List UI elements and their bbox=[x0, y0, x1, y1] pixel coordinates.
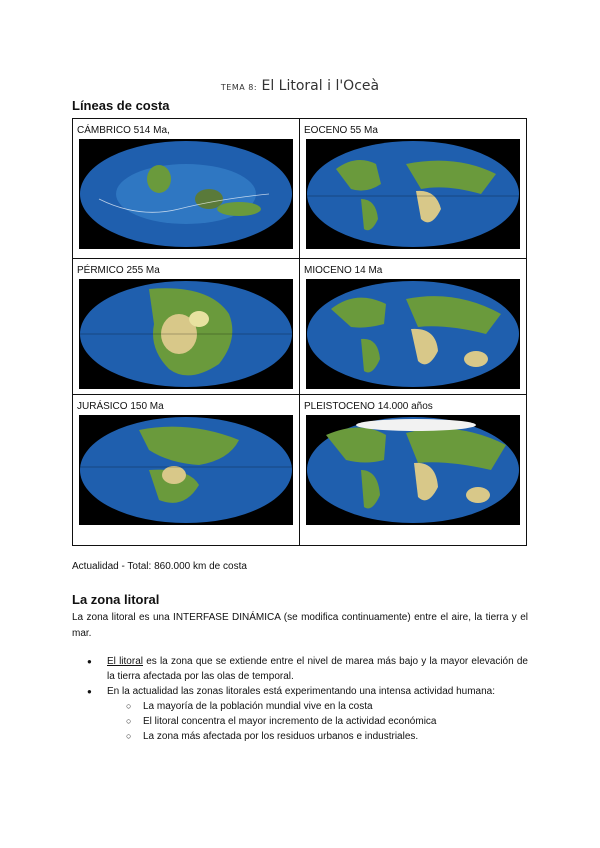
era-label: CÁMBRICO 514 Ma, bbox=[77, 125, 170, 136]
era-cell bbox=[300, 119, 527, 259]
era-label: MIOCENO 14 Ma bbox=[304, 265, 383, 276]
litoral-term: El litoral bbox=[107, 656, 143, 667]
era-cell bbox=[73, 395, 300, 546]
sub-item: ○ El litoral concentra el mayor incremento de la actividad económica bbox=[107, 714, 528, 729]
globe-map-image bbox=[79, 279, 293, 389]
coastline-table bbox=[72, 118, 527, 546]
era-cell bbox=[73, 259, 300, 395]
era-label: PLEISTOCENO 14.000 años bbox=[304, 401, 433, 412]
era-cell bbox=[300, 395, 527, 546]
bullet-text: En la actualidad las zonas litorales está experimentando una intensa actividad humana: bbox=[107, 686, 496, 697]
sub-item: ○ La mayoría de la población mundial vive en la costa bbox=[107, 699, 528, 714]
era-cell bbox=[300, 259, 527, 395]
globe-map-image bbox=[79, 415, 293, 525]
zona-bullet-list bbox=[72, 654, 528, 744]
era-label: EOCENO 55 Ma bbox=[304, 125, 378, 136]
globe-map-image bbox=[306, 415, 520, 525]
era-label: PÉRMICO 255 Ma bbox=[77, 265, 160, 276]
globe-map-image bbox=[79, 139, 293, 249]
era-cell bbox=[73, 119, 300, 259]
globe-map-image bbox=[306, 279, 520, 389]
header-title: El Litoral i l'Oceà bbox=[261, 78, 380, 94]
lineas-heading: Líneas de costa bbox=[72, 98, 170, 113]
header-prefix: TEMA 8: bbox=[220, 83, 258, 92]
bullet-item bbox=[72, 684, 528, 744]
zona-intro: La zona litoral es una INTERFASE DINÁMICA (se modifica continuamente) entre el aire, la tierra y el mar. bbox=[72, 612, 528, 639]
bullet-text: es la zona que se extiende entre el nivel de marea más bajo y la mayor elevación de la tierra afectada por las olas de temporal. bbox=[107, 656, 528, 682]
sub-item: ○ La zona más afectada por los residuos urbanos e industriales. bbox=[107, 729, 528, 744]
actualidad-text: Actualidad - Total: 860.000 km de costa bbox=[72, 561, 247, 572]
sub-list bbox=[107, 699, 528, 744]
zona-heading: La zona litoral bbox=[72, 592, 160, 607]
era-label: JURÁSICO 150 Ma bbox=[77, 401, 164, 412]
bullet-item bbox=[72, 654, 528, 684]
document-header bbox=[0, 77, 600, 95]
globe-map-image bbox=[306, 139, 520, 249]
